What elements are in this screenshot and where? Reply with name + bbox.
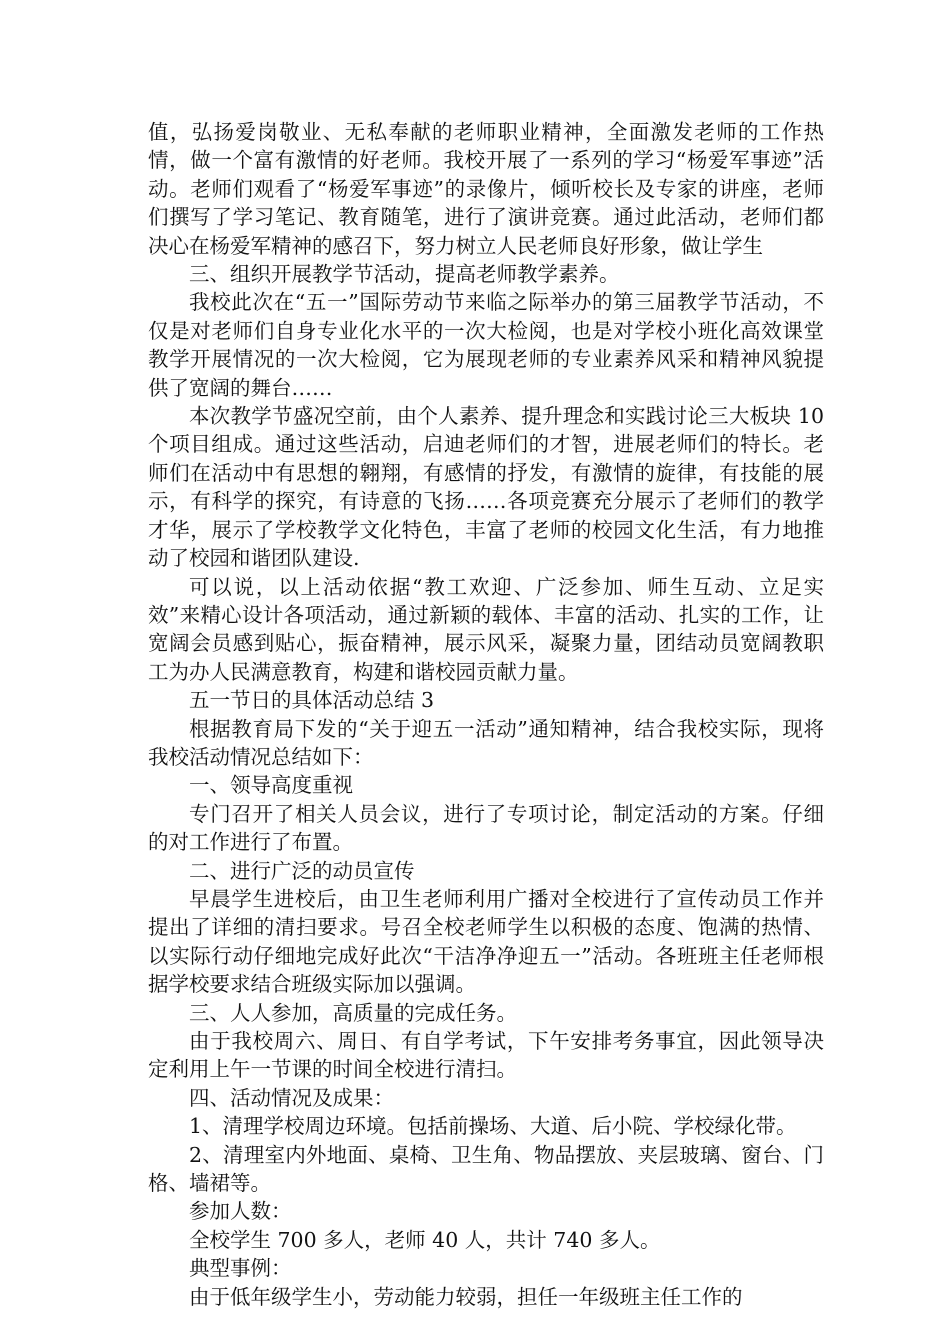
body-paragraph: 根据教育局下发的“关于迎五一活动”通知精神，结合我校实际，现将我校活动情况总结如下： (148, 716, 824, 769)
body-paragraph: 我校此次在“五一”国际劳动节来临之际举办的第三届教学节活动，不仅是对老师们自身专业化水平的一次大检阅，也是对学校小班化高效课堂教学开展情况的一次大检阅，它为展现老师的专业素养风采和精神风貌提供了宽阔的舞台…… (148, 290, 824, 400)
body-paragraph: 由于我校周六、周日、有自学考试，下午安排考务事宜，因此领导决定利用上午一节课的时间全校进行清扫。 (148, 1029, 824, 1082)
body-paragraph: 早晨学生进校后，由卫生老师利用广播对全校进行了宣传动员工作并提出了详细的清扫要求。号召全校老师学生以积极的态度、饱满的热情、以实际行动仔细地完成好此次“干洁净净迎五一”活动。各班班主任老师根据学校要求结合班级实际加以强调。 (148, 886, 824, 997)
section-heading: 四、活动情况及成果： (189, 1085, 394, 1110)
body-paragraph: 可以说，以上活动依据“教工欢迎、广泛参加、师生互动、立足实效”来精心设计各项活动，通过新颖的载体、丰富的活动、扎实的工作，让宽阔会员感到贴心，振奋精神，展示风采，凝聚力量，团结动员宽阔教职工为办人民满意教育，构建和谐校园贡献力量。 (148, 574, 824, 684)
body-paragraph: 值，弘扬爱岗敬业、无私奉献的老师职业精神，全面激发老师的工作热情，做一个富有激情的好老师。我校开展了一系列的学习“杨爱军事迹”活动。老师们观看了“杨爱军事迹”的录像片，倾听校长及专家的讲座，老师们撰写了学习笔记、教育随笔，进行了演讲竞赛。通过此活动，老师们都决心在杨爱军精神的感召下，努力树立人民老师良好形象，做让学生 (148, 120, 824, 258)
subheading: 典型事例： (189, 1256, 292, 1281)
section-heading: 三、人人参加，高质量的完成任务。 (189, 1000, 517, 1025)
subheading: 参加人数： (189, 1199, 292, 1224)
body-paragraph: 由于低年级学生小，劳动能力较弱，担任一年级班主任工作的 (189, 1284, 743, 1309)
section-heading: 三、组织开展教学节活动，提高老师教学素养。 (189, 262, 620, 287)
list-item: 1、清理学校周边环境。包括前操场、大道、后小院、学校绿化带。 (189, 1114, 797, 1139)
document-body (148, 118, 824, 1311)
section-heading: 二、进行广泛的动员宣传 (189, 858, 415, 883)
section-heading: 一、领导高度重视 (189, 773, 353, 798)
body-paragraph: 全校学生 700 多人，老师 40 人，共计 740 多人。 (189, 1227, 661, 1252)
article-title: 五一节日的具体活动总结 3 (189, 688, 435, 713)
body-paragraph: 本次教学节盛况空前，由个人素养、提升理念和实践讨论三大板块 10 个项目组成。通过这些活动，启迪老师们的才智，进展老师们的特长。老师们在活动中有思想的翱翔，有感情的抒发，有激情的旋律，有技能的展示，有科学的探究，有诗意的飞扬……各项竞赛充分展示了老师们的教学才华，展示了学校教学文化特色，丰富了老师的校园文化生活，有力地推动了校园和谐团队建设. (148, 404, 824, 571)
body-paragraph: 专门召开了相关人员会议，进行了专项讨论，制定活动的方案。仔细的对工作进行了布置。 (148, 801, 824, 855)
list-item: 2、清理室内外地面、桌椅、卫生角、物品摆放、夹层玻璃、窗台、门格、墙裙等。 (148, 1142, 824, 1196)
